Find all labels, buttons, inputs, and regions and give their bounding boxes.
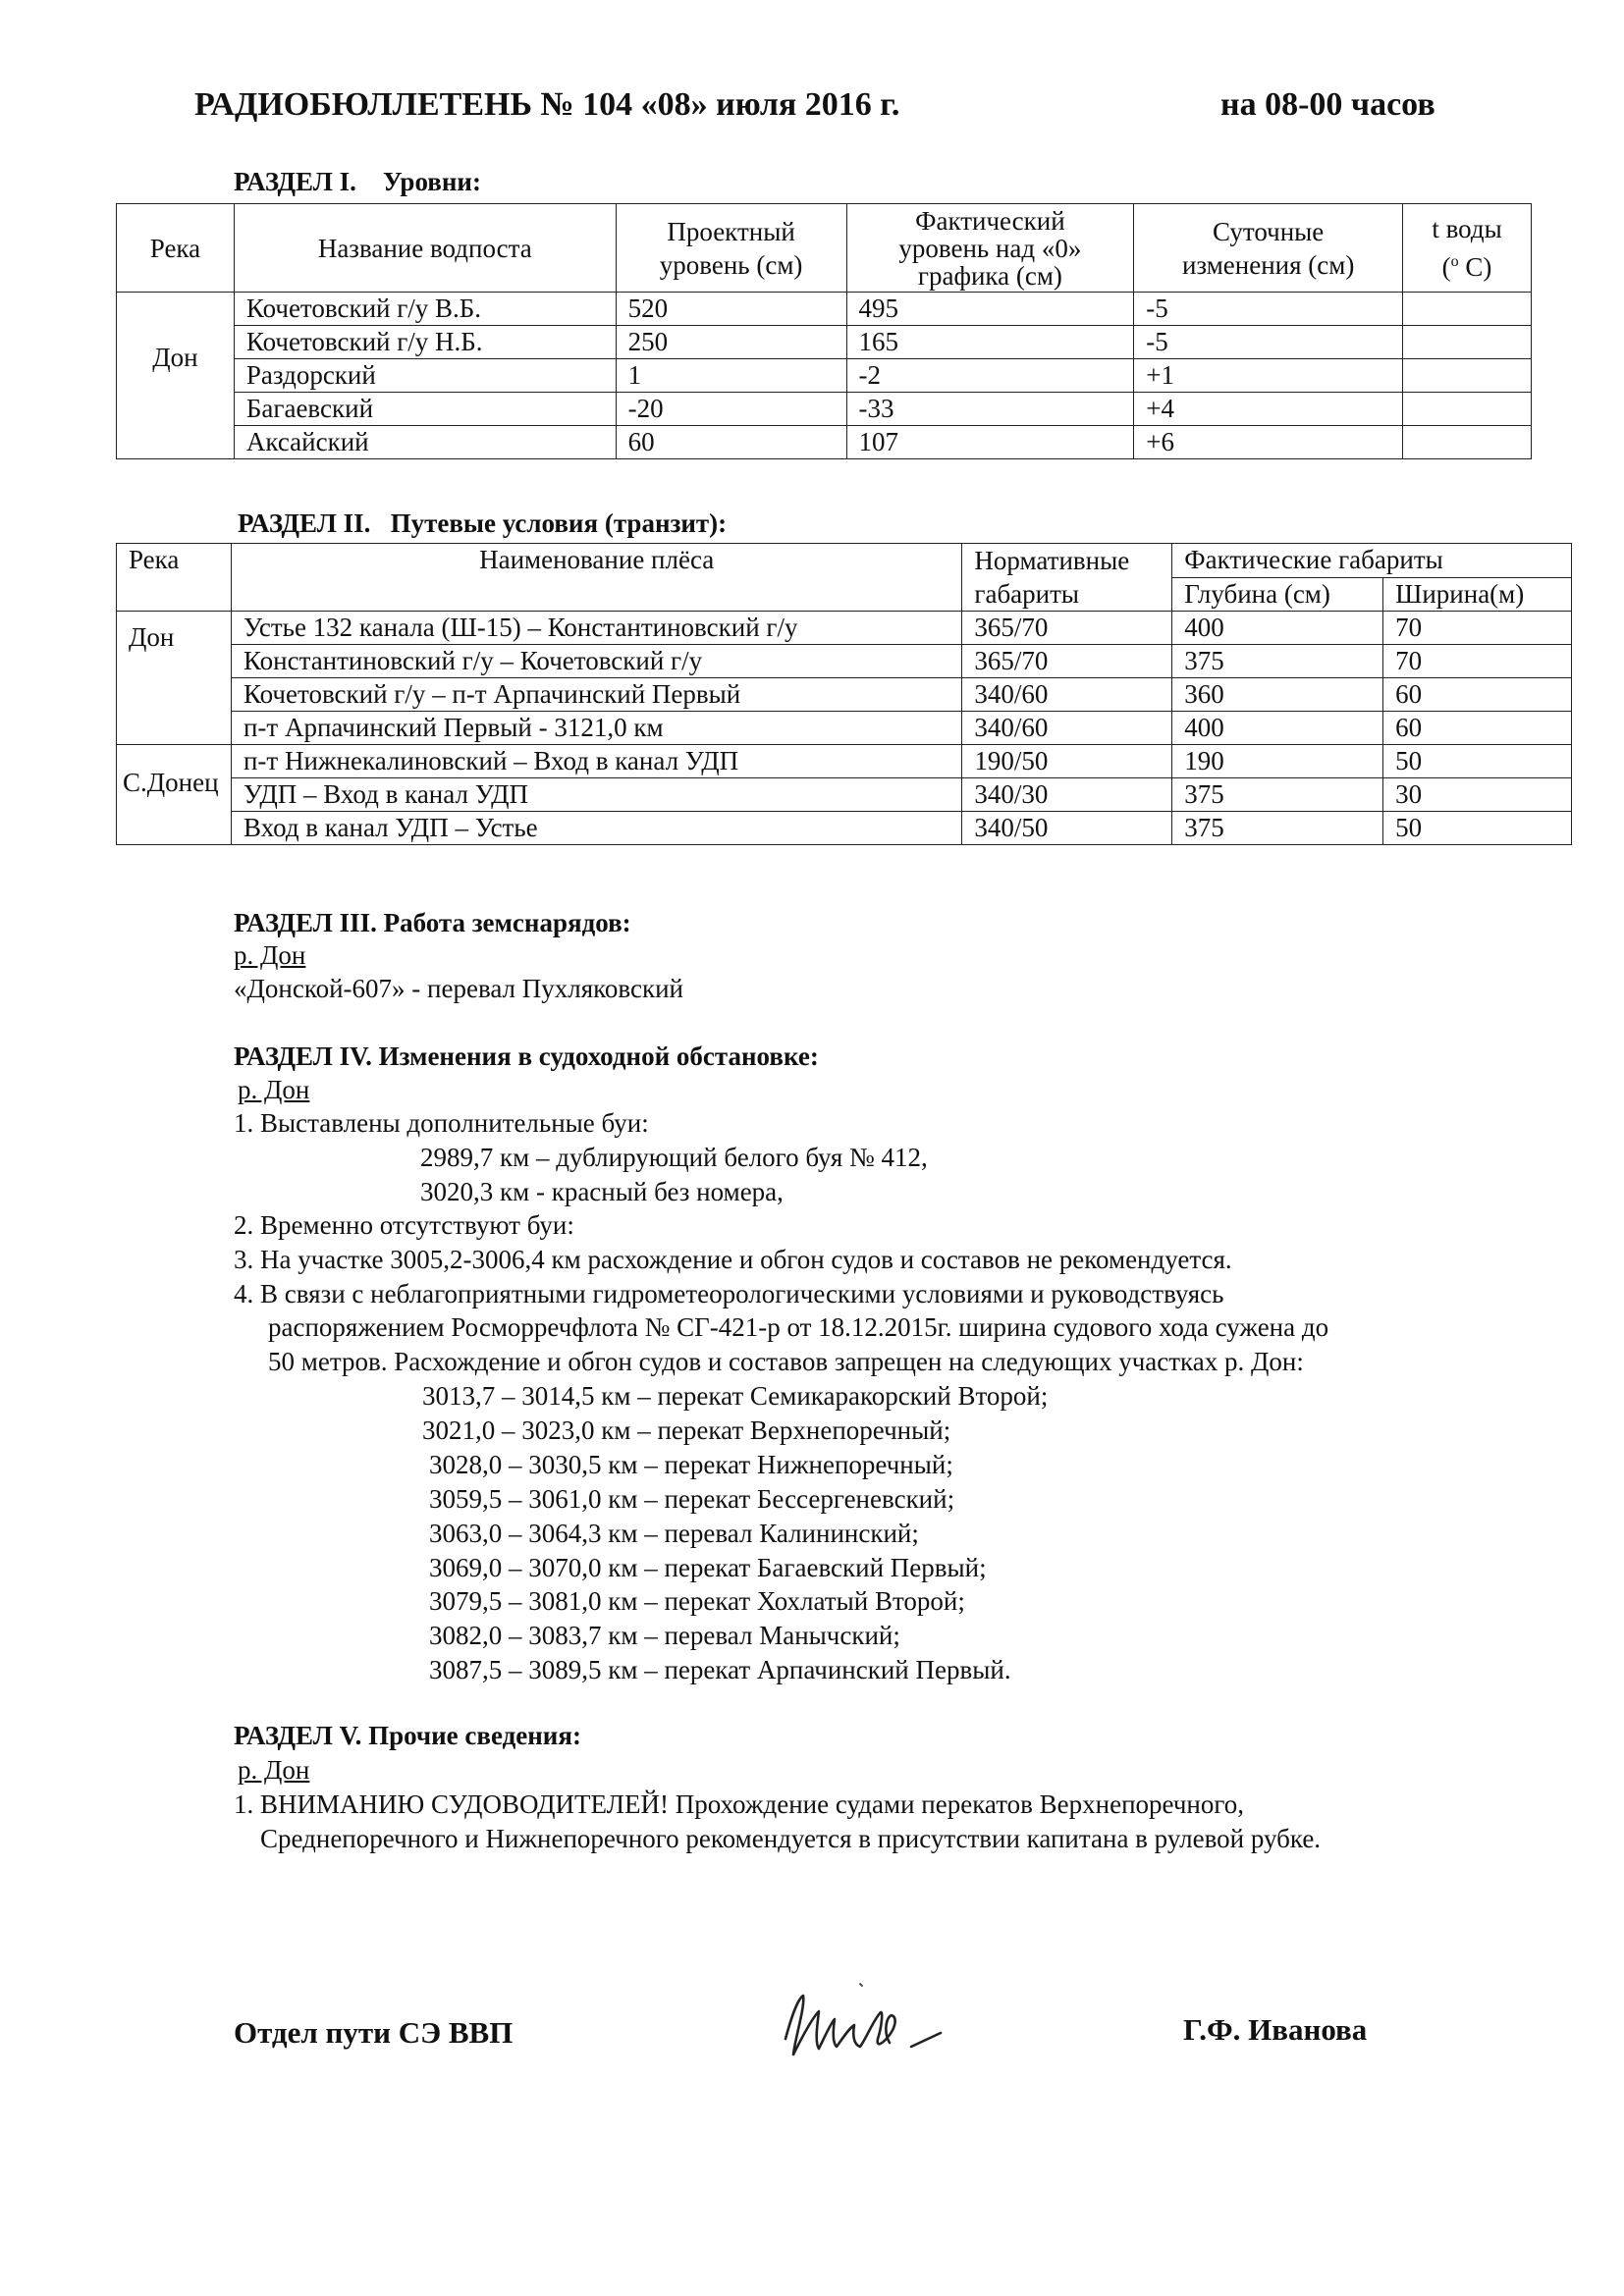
- width: 70: [1383, 612, 1572, 645]
- daily-change: -5: [1134, 293, 1403, 326]
- design-level: -20: [616, 393, 846, 426]
- section5-line2: Среднепоречного и Нижнепоречного рекомендуется в присутствии капитана в рулевой рубке.: [260, 1824, 1322, 1853]
- section4-river: р. Дон: [238, 1075, 310, 1104]
- restricted-section: 3028,0 – 3030,5 км – перекат Нижнепоречный;: [429, 1450, 953, 1479]
- reach-name: УДП – Вход в канал УДП: [231, 778, 961, 812]
- water-temp: [1403, 359, 1532, 393]
- water-temp: [1403, 293, 1532, 326]
- reach-name: Кочетовский г/у – п-т Арпачинский Первый: [231, 678, 961, 712]
- section4-item4-line1: 4. В связи с неблагоприятными гидрометеорологическими условиями и руководствуясь: [234, 1279, 1224, 1308]
- levels-table: [116, 203, 1532, 459]
- post-name: Кочетовский г/у В.Б.: [234, 293, 616, 326]
- col-daily-change: Суточные изменения (см): [1134, 204, 1403, 293]
- depth: 360: [1172, 678, 1383, 712]
- depth: 375: [1172, 812, 1383, 845]
- section4-item4-line2: распоряжением Росморречфлота № СГ-421-р от 18.12.2015г. ширина судового хода сужена до: [268, 1312, 1329, 1342]
- width: 50: [1383, 745, 1572, 778]
- reach-name: Константиновский г/у – Кочетовский г/у: [231, 645, 961, 678]
- reach-name: п-т Арпачинский Первый - 3121,0 км: [231, 712, 961, 745]
- daily-change: +6: [1134, 426, 1403, 459]
- water-temp: [1403, 326, 1532, 359]
- river-don: Дон: [117, 612, 232, 745]
- section4-item4-line3: 50 метров. Расхождение и обгон судов и составов запрещен на следующих участках р. Дон:: [268, 1347, 1304, 1376]
- normative: 365/70: [962, 645, 1172, 678]
- depth: 375: [1172, 645, 1383, 678]
- restricted-section: 3021,0 – 3023,0 км – перекат Верхнепоречный;: [422, 1415, 951, 1445]
- width: 60: [1383, 678, 1572, 712]
- normative: 340/60: [962, 678, 1172, 712]
- restricted-section: 3063,0 – 3064,3 км – перевал Калининский;: [429, 1519, 919, 1548]
- normative: 190/50: [962, 745, 1172, 778]
- restricted-section: 3059,5 – 3061,0 км – перекат Бессергеневский;: [429, 1484, 955, 1514]
- col-actual-dimensions: Фактические габариты: [1172, 544, 1572, 578]
- section3-dredger: «Донской-607» - перевал Пухляковский: [234, 974, 684, 1003]
- reach-name: Устье 132 канала (Ш-15) – Константиновский г/у: [231, 612, 961, 645]
- col-depth: Глубина (см): [1172, 577, 1383, 612]
- col-actual-level: Фактический уровень над «0» графика (см): [846, 204, 1134, 293]
- reach-name: п-т Нижнекалиновский – Вход в канал УДП: [231, 745, 961, 778]
- section4-item2: 2. Временно отсутствуют буи:: [234, 1210, 574, 1240]
- design-level: 1: [616, 359, 846, 393]
- restricted-section: 3069,0 – 3070,0 км – перекат Багаевский Первый;: [429, 1553, 987, 1582]
- section4-item1: 1. Выставлены дополнительные буи:: [234, 1108, 649, 1138]
- actual-level: -2: [846, 359, 1134, 393]
- handwritten-signature: [774, 1978, 1000, 2076]
- normative: 340/30: [962, 778, 1172, 812]
- restricted-section: 3082,0 – 3083,7 км – перевал Манычский;: [429, 1621, 900, 1650]
- width: 60: [1383, 712, 1572, 745]
- water-temp: [1403, 393, 1532, 426]
- department-name: Отдел пути СЭ ВВП: [234, 2015, 514, 2050]
- width: 30: [1383, 778, 1572, 812]
- col-reach-name: Наименование плёса: [231, 544, 961, 612]
- buoy-line: 2989,7 км – дублирующий белого буя № 412,: [420, 1143, 928, 1172]
- section3-river: р. Дон: [234, 940, 306, 970]
- actual-level: -33: [846, 393, 1134, 426]
- depth: 190: [1172, 745, 1383, 778]
- col-post-name: Название водпоста: [234, 204, 616, 293]
- normative: 365/70: [962, 612, 1172, 645]
- col-river: Река: [117, 204, 235, 293]
- section2-title: РАЗДЕЛ II. Путевые условия (транзит):: [238, 508, 728, 538]
- width: 70: [1383, 645, 1572, 678]
- section4-title: РАЗДЕЛ IV. Изменения в судоходной обстановке:: [234, 1041, 819, 1071]
- actual-level: 165: [846, 326, 1134, 359]
- river-s-donets: С.Донец: [117, 745, 232, 845]
- post-name: Багаевский: [234, 393, 616, 426]
- post-name: Раздорский: [234, 359, 616, 393]
- width: 50: [1383, 812, 1572, 845]
- post-name: Аксайский: [234, 426, 616, 459]
- bulletin-time: на 08-00 часов: [1220, 86, 1435, 123]
- col-width: Ширина(м): [1383, 577, 1572, 612]
- section5-river: р. Дон: [238, 1755, 310, 1785]
- depth: 400: [1172, 712, 1383, 745]
- reach-name: Вход в канал УДП – Устье: [231, 812, 961, 845]
- transit-table: [116, 543, 1572, 845]
- section3-title: РАЗДЕЛ III. Работа земснарядов:: [234, 908, 631, 937]
- water-temp: [1403, 426, 1532, 459]
- col-water-temp: t воды ($^o$ С): [1403, 204, 1532, 293]
- bulletin-title: РАДИОБЮЛЛЕТЕНЬ № 104 «08» июля 2016 г.: [194, 86, 900, 123]
- normative: 340/60: [962, 712, 1172, 745]
- restricted-section: 3087,5 – 3089,5 км – перекат Арпачинский Первый.: [429, 1655, 1011, 1684]
- signatory-name: Г.Ф. Иванова: [1183, 2012, 1368, 2047]
- design-level: 60: [616, 426, 846, 459]
- daily-change: +4: [1134, 393, 1403, 426]
- section5-title: РАЗДЕЛ V. Прочие сведения:: [234, 1721, 581, 1750]
- daily-change: -5: [1134, 326, 1403, 359]
- section4-item3: 3. На участке 3005,2-3006,4 км расхождение и обгон судов и составов не рекомендуется.: [234, 1245, 1232, 1274]
- section1-title: РАЗДЕЛ I. Уровни:: [234, 167, 481, 196]
- restricted-section: 3079,5 – 3081,0 км – перекат Хохлатый Второй;: [429, 1586, 965, 1616]
- col-design-level: Проектный уровень (см): [616, 204, 846, 293]
- depth: 375: [1172, 778, 1383, 812]
- actual-level: 495: [846, 293, 1134, 326]
- col-normative: Нормативные габариты: [962, 544, 1172, 612]
- post-name: Кочетовский г/у Н.Б.: [234, 326, 616, 359]
- normative: 340/50: [962, 812, 1172, 845]
- design-level: 250: [616, 326, 846, 359]
- restricted-section: 3013,7 – 3014,5 км – перекат Семикаракорский Второй;: [422, 1381, 1049, 1411]
- design-level: 520: [616, 293, 846, 326]
- col-river: Река: [117, 544, 232, 612]
- daily-change: +1: [1134, 359, 1403, 393]
- actual-level: 107: [846, 426, 1134, 459]
- section5-line1: 1. ВНИМАНИЮ СУДОВОДИТЕЛЕЙ! Прохождение судами перекатов Верхнепоречного,: [234, 1789, 1245, 1819]
- buoy-line: 3020,3 км - красный без номера,: [420, 1177, 784, 1206]
- depth: 400: [1172, 612, 1383, 645]
- river-don: Дон: [117, 293, 235, 459]
